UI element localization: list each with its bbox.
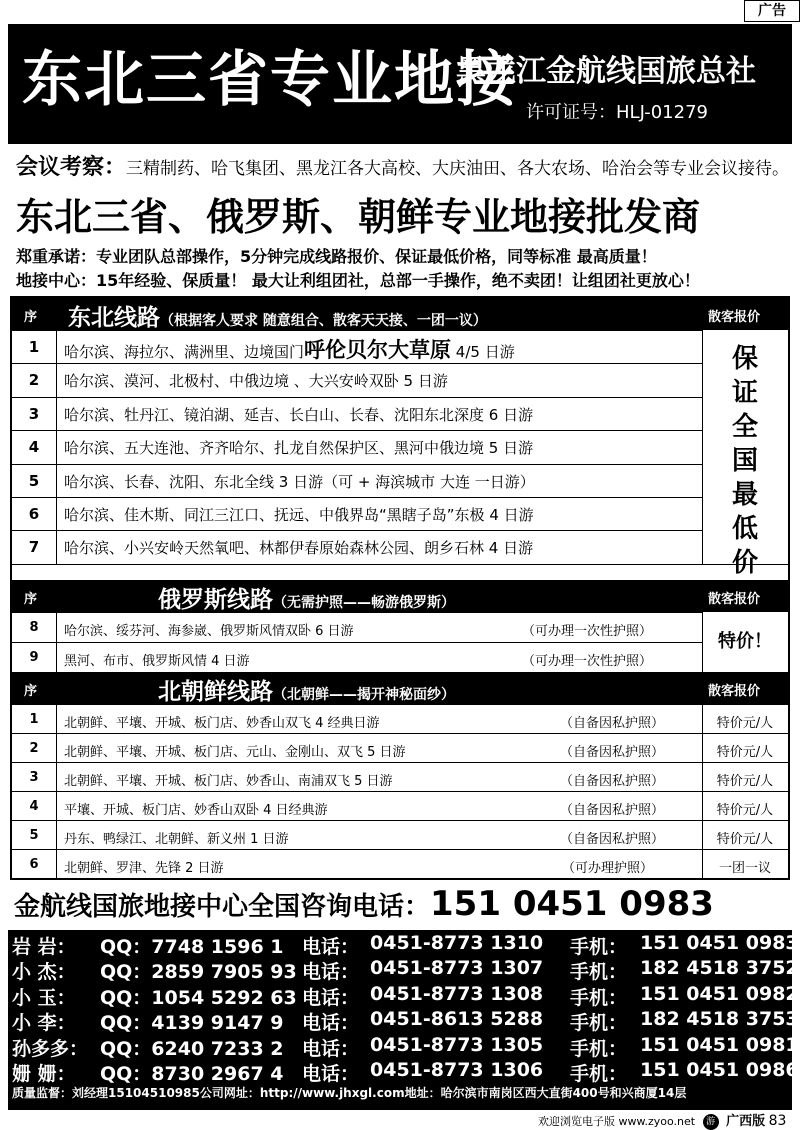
contact-row (8, 1033, 799, 1060)
route-text (64, 370, 448, 391)
table-row (12, 497, 702, 530)
row-number: 5 (28, 471, 40, 490)
passport-note: （可办理一次性护照） (522, 654, 653, 669)
contact-mob-label: 手机： (570, 1012, 628, 1035)
contact-qq[interactable]: QQ：7748 1596 1 (100, 936, 284, 958)
header-banner (8, 24, 792, 144)
route-text: 平壤、开城、板门店、妙香山双卧 4 日经典游 (64, 803, 328, 818)
route-text-main: 哈尔滨、牡丹江、镜泊湖、延吉、长白山、长春、沈阳东北深度 6 日游 (64, 405, 534, 424)
guarantee-char: 全 (731, 412, 758, 442)
route-text: 北朝鲜、平壤、开城、板门店、妙香山双飞 4 经典日游 (64, 716, 380, 731)
contact-qq[interactable]: QQ：1054 5292 63 (100, 986, 297, 1009)
table-row (12, 733, 788, 762)
price-cell: 一团一议 (718, 861, 771, 876)
row-number: 1 (28, 338, 40, 356)
contact-name: 孙多多： (12, 1037, 89, 1060)
northeast-header (12, 298, 788, 330)
contact-name: 岩 岩： (12, 936, 76, 958)
route-text-main: 哈尔滨、漠河、北极村、中俄边境 、大兴安岭双卧 5 日游 (64, 372, 448, 391)
table-row (12, 397, 702, 430)
headline: 东北三省、俄罗斯、朝鲜专业地接批发商 (16, 195, 701, 239)
promise-note: 郑重承诺：专业团队总部操作，5分钟完成线路报价、保证最低价格，同等标准 最高质量！ (16, 247, 657, 266)
passport-note: （自备因私护照） (560, 745, 665, 760)
meeting-label: 会议考察： (16, 155, 127, 180)
route-table (10, 296, 790, 880)
section-title: 北朝鲜线路（北朝鲜——揭开神秘面纱） (158, 679, 455, 705)
banner-title: 东北三省专业地接 (22, 45, 518, 115)
table-row (12, 642, 702, 672)
ad-tag: 广告 (744, 0, 800, 22)
price-header: 散客报价 (708, 310, 761, 325)
hotline-number[interactable]: 151 0451 0983 (430, 884, 714, 924)
contact-qq[interactable]: QQ：4139 9147 9 (100, 1012, 284, 1035)
table-row (12, 762, 788, 791)
contact-qq[interactable]: QQ：2859 7905 93 (100, 961, 297, 984)
row-number: 3 (29, 770, 39, 785)
table-row (12, 330, 702, 363)
row-number: 1 (29, 712, 39, 727)
guarantee-char: 证 (731, 378, 758, 408)
contact-tel-label: 电话： (302, 986, 360, 1009)
page-number: 83 (768, 1113, 787, 1129)
contact-mob[interactable]: 151 0451 0982 (640, 982, 799, 1005)
row-number: 2 (29, 741, 39, 756)
special-price: 特价！ (718, 631, 772, 652)
table-row-end (12, 564, 788, 580)
contact-tel[interactable]: 0451-8773 1308 (370, 982, 544, 1005)
guarantee-lowest-price (702, 330, 788, 578)
site-logo-icon: 游 (703, 1114, 719, 1130)
guarantee-char: 低 (731, 514, 758, 544)
route-text-main: 哈尔滨、五大连池、齐齐哈尔、扎龙自然保护区、黑河中俄边境 5 日游 (64, 439, 534, 458)
contact-mob-label: 手机： (570, 986, 628, 1009)
contact-row (8, 957, 799, 984)
contact-mob[interactable]: 151 0451 0981 (640, 1033, 799, 1056)
contact-tel[interactable]: 0451-8613 5288 (370, 1008, 544, 1031)
table-row (12, 849, 788, 878)
price-cell: 特价元/人 (716, 774, 774, 789)
contact-mob-label: 手机： (570, 961, 628, 984)
row-number: 9 (29, 650, 39, 665)
guarantee-char: 价 (731, 548, 758, 578)
route-text-main: 哈尔滨、长春、沈阳、东北全线 3 日游（可 + 海滨城市 大连 一日游） (64, 472, 535, 491)
contact-tel-label: 电话： (302, 1063, 360, 1085)
route-text: 北朝鲜、平壤、开城、板门店、妙香山、南浦双飞 5 日游 (64, 774, 393, 789)
guarantee-char: 保 (731, 344, 758, 374)
row-number: 6 (29, 857, 39, 872)
contact-name: 小 杰： (12, 961, 76, 984)
table-row (12, 791, 788, 820)
meeting-line (16, 150, 789, 181)
guarantee-char: 最 (731, 480, 758, 510)
passport-note: （自备因私护照） (560, 832, 665, 847)
route-text-main: 哈尔滨、海拉尔、满洲里、边境国门 (64, 343, 305, 361)
hotline (14, 884, 714, 924)
route-text: 北朝鲜、平壤、开城、板门店、元山、金刚山、双飞 5 日游 (64, 745, 406, 760)
footer-note: 质量监督：刘经理15104510985公司网址：http://www.jhxgl.com地址：哈尔滨市南岗区西大直街400号和兴商厦14层 (12, 1086, 687, 1100)
korea-header (12, 672, 788, 704)
contact-tel-label: 电话： (302, 936, 360, 958)
section-title: 俄罗斯线路（无需护照——畅游俄罗斯） (158, 587, 455, 613)
contact-mob[interactable]: 151 0451 0986 (640, 1059, 799, 1081)
contact-block (8, 930, 799, 1110)
contact-row (8, 1059, 799, 1085)
contact-name: 姗 姗： (12, 1063, 76, 1085)
passport-note: （可办理一次性护照） (522, 624, 653, 639)
table-row (12, 530, 702, 563)
seq-label: 序 (24, 684, 38, 699)
table-row (12, 612, 702, 642)
russia-header (12, 580, 788, 612)
center-note: 地接中心：15年经验、保质量！ 最大让利组团社，总部一手操作，绝不卖团！让组团社更放心！ (16, 271, 700, 290)
seq-label: 序 (24, 310, 38, 325)
meeting-text: 三精制药、哈飞集团、黑龙江各大高校、大庆油田、各大农场、哈治会等专业会议接待。 (126, 159, 790, 179)
table-row (12, 820, 788, 849)
contact-qq[interactable]: QQ：6240 7233 2 (100, 1037, 284, 1060)
row-number: 6 (28, 505, 40, 523)
contact-tel-label: 电话： (302, 1012, 360, 1035)
route-text (64, 537, 533, 558)
route-days: 4/5 日游 (451, 343, 515, 361)
guarantee-char: 国 (731, 446, 758, 476)
license-number: 许可证号：HLJ-01279 (526, 102, 708, 123)
price-header: 散客报价 (708, 684, 761, 699)
contact-mob[interactable]: 182 4518 3753 (640, 1008, 799, 1031)
edition-label: 广西版 (726, 1114, 766, 1129)
contact-tel[interactable]: 0451-8773 1306 (370, 1059, 544, 1081)
hotline-label: 金航线国旅地接中心全国咨询电话： (14, 892, 431, 922)
contact-tel[interactable]: 0451-8773 1305 (370, 1033, 544, 1056)
contact-tel[interactable]: 0451-8773 1310 (370, 932, 544, 954)
row-number: 4 (28, 438, 40, 457)
row-number: 2 (28, 371, 40, 390)
route-text: 哈尔滨、绥芬河、海参崴、俄罗斯风情双卧 6 日游 (64, 624, 354, 639)
route-text (64, 404, 533, 425)
contact-mob-label: 手机： (570, 1037, 628, 1060)
welcome-text: 欢迎浏览电子版 www.zyoo.net (538, 1115, 696, 1128)
price-cell: 特价元/人 (716, 745, 774, 760)
contact-mob-label: 手机： (570, 936, 628, 958)
route-text-main: 哈尔滨、佳木斯、同江三江口、抚远、中俄界岛“黑瞎子岛”东极 4 日游 (64, 506, 534, 524)
contact-tel-label: 电话： (302, 961, 360, 984)
row-number: 5 (29, 828, 39, 843)
contact-tel-label: 电话： (302, 1037, 360, 1060)
passport-note: （可办理护照） (562, 861, 654, 876)
price-cell: 特价元/人 (716, 832, 774, 847)
route-text (64, 504, 534, 525)
route-text (64, 471, 535, 492)
section-title: 东北线路（根据客人要求 随意组合、散客天天接、一团一议） (68, 305, 487, 331)
table-row (12, 430, 702, 463)
contact-row (8, 1008, 799, 1035)
route-text (64, 437, 533, 458)
table-row (12, 704, 788, 733)
contact-mob[interactable]: 182 4518 3752 (640, 957, 799, 980)
passport-note: （自备因私护照） (560, 774, 665, 789)
contact-row (8, 982, 799, 1009)
row-number: 3 (28, 404, 40, 423)
contact-name: 小 玉： (12, 986, 76, 1009)
seq-label: 序 (24, 592, 38, 607)
table-row (12, 464, 702, 497)
passport-note: （自备因私护照） (560, 803, 665, 818)
row-number: 4 (29, 799, 39, 814)
contact-tel[interactable]: 0451-8773 1307 (370, 957, 544, 980)
route-text: 丹东、鸭绿江、北朝鲜、新义州 1 日游 (64, 832, 289, 847)
contact-mob-label: 手机： (570, 1063, 628, 1085)
route-text: 黑河、布市、俄罗斯风情 4 日游 (64, 654, 250, 669)
price-cell: 特价元/人 (716, 803, 774, 818)
contact-row (8, 932, 799, 958)
route-text-main: 哈尔滨、小兴安岭天然氧吧、林都伊春原始森林公园、朗乡石林 4 日游 (64, 539, 534, 558)
price-header: 散客报价 (708, 592, 761, 607)
contact-name: 小 李： (12, 1012, 76, 1035)
passport-note: （自备因私护照） (560, 716, 665, 731)
contact-mob[interactable]: 151 0451 0983 (640, 932, 799, 954)
route-text (64, 334, 515, 364)
price-cell: 特价元/人 (716, 716, 774, 731)
company-name: 黑龙江金航线国旅总社 (456, 54, 756, 89)
table-row (12, 363, 702, 396)
row-number: 7 (28, 538, 40, 557)
row-number: 8 (29, 620, 39, 635)
page-footer (538, 1110, 786, 1130)
contact-qq[interactable]: QQ：8730 2967 4 (100, 1063, 284, 1085)
route-text: 北朝鲜、罗津、先锋 2 日游 (64, 861, 224, 876)
route-highlight: 呼伦贝尔大草原 (304, 338, 452, 362)
